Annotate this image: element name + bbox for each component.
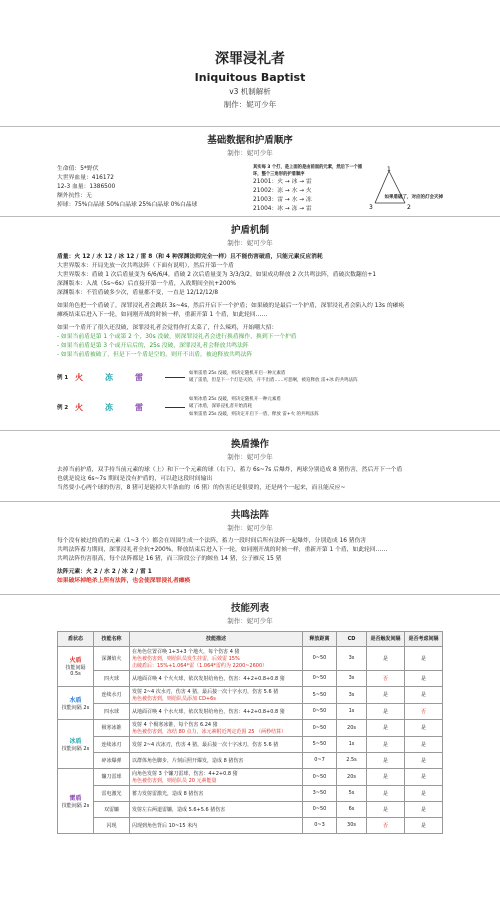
text-line: 如果一个盾开了很久还没破，深罪浸礼者会觉得你打太菜了，什么辣鸡，开始嘲大招：: [57, 325, 278, 332]
text-line: - 如果当前盾是第 1 个或第 2 个，30s 没破，则深罪浸礼者会进行换盾操作，换到下一个护盾: [57, 334, 297, 341]
section-header: [0, 126, 500, 157]
section-basic-data: [0, 126, 500, 213]
cooldown-cell: 3s: [337, 670, 367, 686]
description-line: 角色被伤害到，则给队员添加 CD+6s: [132, 695, 216, 702]
consider-interval-cell: 否: [405, 703, 443, 719]
shield-state-interval: 技能间隔 2s: [61, 802, 90, 809]
result-line: 破了雷盾，但是下一个灯是灭的，开不出盾……可恶啊，被迫释放 雷+冰 的共鸣法阵: [189, 378, 358, 384]
section-author: 制作：妮可少年: [227, 453, 273, 462]
consider-interval-cell: 是: [405, 719, 443, 736]
release-distance-cell: 0~7: [303, 752, 337, 768]
section-header: [0, 594, 500, 625]
release-distance-cell: 0~50: [303, 703, 337, 719]
text-line: 也就是说这 6s~7s 期间是没有护盾的，可以趁这段时间输出: [57, 476, 213, 483]
stats-list: [57, 165, 247, 214]
examples-block: [0, 364, 500, 424]
doc-title: 深罪浸礼者: [215, 51, 285, 67]
table-row: [58, 785, 443, 801]
skill-name-cell: 四水球: [94, 703, 130, 719]
trigger-interval-cell: 是: [367, 703, 405, 719]
example-element: 火: [75, 372, 83, 382]
example-label: 例 1: [57, 375, 69, 382]
section-author: 制作：妮可少年: [227, 149, 273, 157]
release-distance-cell: 0~50: [303, 768, 337, 785]
text-line: 去掉当前护盾，双手持当前元素的球（上）和下一个元素的球（右下），蓄力 6s~7s 后爆炸，两球分别造成 8 猪伤害，然后开下一个盾: [57, 467, 403, 474]
skill-description-cell: [130, 785, 303, 801]
consider-interval-cell: 是: [405, 686, 443, 703]
trigger-interval-cell: 否: [367, 817, 405, 833]
description-line: 角色被伤害到，冻结 80 点力，冰元素附近判定范围 25 （两秒结算）: [132, 728, 287, 735]
table-row: [58, 752, 443, 768]
shield-state-interval: 技能间隔 2s: [61, 745, 90, 752]
table-row: [58, 646, 443, 670]
release-distance-cell: 0~50: [303, 670, 337, 686]
order-note: 其实每 3 个打，是上面的是由前面的元素，然后下一个循环，整个三角形的护盾顺序: [253, 165, 363, 177]
arrow-line: [165, 377, 185, 378]
cooldown-cell: 20s: [337, 719, 367, 736]
shield-state-interval: 技能间隔 0.5s: [65, 665, 86, 678]
skill-name-cell: 深渊焰火: [94, 646, 130, 670]
description-line: 发射左右两道雷镰，造成 5.6+5.6 猪伤害: [132, 806, 226, 813]
skill-description-cell: [130, 686, 303, 703]
skill-name-cell: 四火球: [94, 670, 130, 686]
section-title: 技能列表: [230, 602, 269, 614]
description-line: 从地面召唤 4 个火火球，依次发射给角色，伤害：4+2+0.8+0.8 猪: [132, 675, 285, 682]
section-title: 基础数据和护盾顺序: [207, 135, 293, 146]
skill-description-cell: [130, 801, 303, 817]
table-row: [58, 703, 443, 719]
stat-line: 12-3 血量：1386500: [57, 183, 116, 190]
release-distance-cell: 3~50: [303, 785, 337, 801]
column-header: CD: [337, 631, 367, 646]
skill-name-cell: 连续冰刃: [94, 736, 130, 752]
section-header: [0, 216, 500, 247]
column-header: 释放距离: [303, 631, 337, 646]
table-row: [58, 817, 443, 833]
cooldown-cell: 6s: [337, 801, 367, 817]
shield-order-block: [253, 165, 443, 214]
shield-cycle-triangle: [367, 165, 439, 211]
doc-version: v3 机制解析: [229, 87, 271, 96]
skill-description-cell: [130, 752, 303, 768]
section-shield-swap: [0, 430, 500, 493]
trigger-interval-cell: 否: [367, 670, 405, 686]
trigger-interval-cell: 是: [367, 801, 405, 817]
consider-interval-cell: 是: [405, 801, 443, 817]
release-distance-cell: 0~50: [303, 801, 337, 817]
description-line: 角色被伤害到，则给队员发生挂雷，后效雷 15%: [132, 655, 240, 662]
text-line: 如果角色把一个盾破了，深罪浸礼者会跳跃 3s~4s，然后开启下一个护盾；如果破的是最后一个护盾，深罪浸礼者会陷入约 13s 的瘫痪: [57, 303, 405, 310]
description-line: 从地面召唤 4 个水火球，依次发射给角色，伤害：4+2+0.8+0.8 猪: [132, 708, 285, 715]
example-element: 雷: [135, 372, 143, 382]
result-line: 如果冰盾 25s 没破，则决定随机开一种元素盾: [189, 397, 281, 403]
consider-interval-cell: 是: [405, 752, 443, 768]
description-line: 发射 4 个极寒冰锥，每个伤害 6.24 猪: [132, 721, 218, 728]
cooldown-cell: 5s: [337, 785, 367, 801]
shield-swap-text: [0, 466, 500, 493]
section-author: 制作：妮可少年: [227, 239, 273, 248]
skill-name-cell: 极寒冰锥: [94, 719, 130, 736]
cooldown-cell: 30s: [337, 817, 367, 833]
table-header-row: [58, 631, 443, 646]
example-element: 雷: [135, 402, 143, 412]
column-header: 是否触发间隔: [367, 631, 405, 646]
shield-state-label: 水盾: [69, 696, 82, 704]
column-header: 技能描述: [130, 631, 303, 646]
text-line: 每个没有被过的盾的元素（1~3 个）都会在周围生成一个法阵，蓄力一段时间后所有法阵一起爆炸，分别造成 16 猪伤害: [57, 538, 367, 545]
column-header: 是否考虑间隔: [405, 631, 443, 646]
section-title: 共鸣法阵: [230, 510, 269, 522]
cooldown-cell: 1s: [337, 703, 367, 719]
consider-interval-cell: 是: [405, 646, 443, 670]
section-header: [0, 501, 500, 532]
table-row: [58, 801, 443, 817]
triangle-legend: 如果盾破了，对应的灯会灭掉: [384, 195, 443, 201]
skill-table-body: [58, 646, 443, 833]
order-line: 21001：火 → 冰 → 雷: [253, 179, 312, 186]
description-line: 闪现到角色背后 10~15 米内: [132, 822, 198, 829]
cooldown-cell: 3s: [337, 686, 367, 703]
result-line: 破了冰盾，深罪浸礼者开始消耗: [189, 404, 252, 410]
resonance-text: [0, 537, 500, 586]
text-line: 盾量：火 12 / 水 12 / 冰 12 / 雷 8（和 4 种深渊法师完全一样）且不能伤害破盾，只能元素反应消耗: [57, 254, 323, 261]
shield-state-cell: [58, 768, 94, 833]
description-line: 发射 2~4 次水刃，伤害 4 猪，最后接一次十字水刃，伤害 5.6 猪: [132, 688, 279, 695]
description-line: 击破盾后：15%+1.064*雷（1.064*雷约为 2200~2600）: [132, 662, 268, 669]
stat-line: 生命值：5*野伏: [57, 166, 99, 172]
skill-name-cell: 闪现: [94, 817, 130, 833]
example-element: 火: [75, 402, 83, 412]
skill-description-cell: [130, 817, 303, 833]
text-line: 大世界版本：盾破 1 次后盾量变为 6/6/6/4，盾破 2 次后盾量变为 3/3/3/2，如果成功释放 2 次共鸣法阵，盾破次数翻倍+1: [57, 272, 377, 279]
arrow-line: [165, 407, 185, 408]
text-line: - 如果当前盾是第 3 个或开启后的，25s 没破，深罪浸礼者会释放共鸣法阵: [57, 343, 249, 350]
skill-description-cell: [130, 768, 303, 785]
cooldown-cell: 2.5s: [337, 752, 367, 768]
description-line: 在角色位置召唤 1+3+3 个地火，每个伤害 4 猪: [132, 648, 240, 655]
section-author: 制作：妮可少年: [227, 524, 273, 533]
doc-subtitle: Iniquitous Baptist: [194, 71, 306, 84]
text-line: 共鸣法阵蓄力期间，深罪浸礼者全抗+200%，释放结束后进入下一轮，如同刚开战的时候一样，重新开第 1 个盾，如此轮回……: [57, 547, 388, 554]
example-label: 例 2: [57, 405, 69, 412]
shield-mechanic-text: [0, 253, 500, 360]
trigger-interval-cell: 是: [367, 768, 405, 785]
consider-interval-cell: 是: [405, 736, 443, 752]
table-row: [58, 719, 443, 736]
release-distance-cell: 0~50: [303, 646, 337, 670]
example-results: [185, 370, 358, 384]
example-results: [185, 396, 319, 418]
shield-state-label: 火盾: [69, 657, 82, 665]
example-2: [57, 390, 443, 424]
release-distance-cell: 0~3: [303, 817, 337, 833]
table-row: [58, 686, 443, 703]
order-line: 21004：冰 → 冻 → 雷: [253, 206, 312, 213]
shield-state-cell: [58, 686, 94, 719]
section-skill-list: [0, 594, 500, 834]
shield-state-cell: [58, 646, 94, 686]
section-shield-mechanic: [0, 216, 500, 424]
example-1: [57, 364, 443, 390]
section-resonance-array: [0, 501, 500, 586]
trigger-interval-cell: 是: [367, 719, 405, 736]
shield-state-cell: [58, 719, 94, 768]
cooldown-cell: 20s: [337, 768, 367, 785]
stat-line: 掉球：75%白晶球 50%白晶球 25%白晶球 0%白晶球: [57, 201, 198, 208]
trigger-interval-cell: 是: [367, 785, 405, 801]
section-title: 换盾操作: [230, 439, 269, 451]
text-line: 深渊版本：入战（5s~6s）后直接开第一个盾，入战期间全抗+200%: [57, 281, 236, 288]
text-line: - 如果当前盾被破了，但是下一个盾是空的，则开不出盾，被迫释放共鸣法阵: [57, 352, 253, 359]
release-distance-cell: 5~50: [303, 686, 337, 703]
shield-state-interval: 技能间隔 2s: [61, 704, 90, 711]
consider-interval-cell: 是: [405, 785, 443, 801]
description-line: 角色被伤害到，则给队员 20 元素能量: [132, 777, 217, 784]
skill-name-cell: 双雷镰: [94, 801, 130, 817]
triangle-node-1: 1: [387, 166, 391, 173]
section-author: 制作：妮可少年: [227, 616, 273, 625]
text-line: 深渊版本：不管盾破多少次，盾量都不变，一直是 12/12/12/8: [57, 290, 219, 297]
consider-interval-cell: 是: [405, 817, 443, 833]
text-line: 瘫痪结束后进入下一轮，如同刚开战的时候一样，重新开第 1 个盾，如此轮回……: [57, 312, 268, 319]
order-line: 21003：雷 → 水 → 冻: [253, 197, 312, 204]
skill-name-cell: 雷电激光: [94, 785, 130, 801]
column-header: 盾状态: [58, 631, 94, 646]
result-line: 如果雷盾 25s 没破，则决定随机开启一种元素盾: [189, 370, 286, 376]
example-element: 冻: [105, 402, 113, 412]
column-header: 技能名称: [94, 631, 130, 646]
consider-interval-cell: 是: [405, 670, 443, 686]
stat-line: 额外抗性：无: [57, 192, 92, 199]
table-row: [58, 768, 443, 785]
skill-name-cell: 镰刀雷球: [94, 768, 130, 785]
text-line: 大世界版本：开局先放一次共鸣法阵（下面有说明），然后开第一个盾: [57, 263, 234, 270]
table-row: [58, 670, 443, 686]
triangle-node-3: 3: [369, 204, 373, 211]
doc-author: 制作：妮可少年: [223, 100, 277, 109]
release-distance-cell: 0~50: [303, 719, 337, 736]
skill-description-cell: [130, 736, 303, 752]
trigger-interval-cell: 是: [367, 736, 405, 752]
description-line: 以群体角色脚步，片刻后照开爆发，造成 8 猪伤害: [132, 757, 244, 764]
skill-name-cell: 碎冰爆弹: [94, 752, 130, 768]
text-line: 共鸣法阵伤害很高，每个法阵都是 16 猪，而三阶段公子的鲸鱼 14 猪，公子雁反 15 猪: [57, 556, 282, 562]
text-line: 法阵元素：火 2 / 水 2 / 冰 2 / 雷 1: [57, 568, 152, 575]
text-line: 当然要小心两个球的伤害，8 猪可是能掉大半条血的（6 猪）的伤害还是很要的，还是两个一起来，而且能反应~: [57, 485, 346, 492]
basic-data-row: [0, 165, 500, 214]
cooldown-cell: 1s: [337, 736, 367, 752]
trigger-interval-cell: 是: [367, 646, 405, 670]
result-line: 如果雷盾 25s 没破，则决定开启下一盾，释放 雷+火 的共鸣法阵: [189, 411, 320, 417]
trigger-interval-cell: 是: [367, 686, 405, 703]
skill-description-cell: [130, 719, 303, 736]
table-row: [58, 736, 443, 752]
description-line: 发射 2~4 次冰刃，伤害 4 猪，最后接一次十字冰刃，伤害 5.6 猪: [132, 741, 279, 748]
example-element: 冻: [105, 372, 113, 382]
skill-table: [57, 631, 443, 834]
skill-description-cell: [130, 646, 303, 670]
shield-state-label: 冰盾: [69, 737, 82, 745]
skill-description-cell: [130, 670, 303, 686]
description-line: 蓄力发射雷激光，造成 8 猪伤害: [132, 790, 204, 797]
section-header: [0, 430, 500, 461]
triangle-node-2: 2: [407, 204, 411, 211]
description-line: 向角色发射 3 个镰刀雷球，伤害：4+2+0.8 猪: [132, 770, 238, 777]
trigger-interval-cell: 是: [367, 752, 405, 768]
skill-name-cell: 连续水刃: [94, 686, 130, 703]
order-line: 21002：冻 → 水 → 火: [253, 188, 312, 195]
shield-state-label: 雷盾: [69, 794, 82, 802]
document-header: [0, 0, 500, 110]
text-line: 如果破坏掉绝杀上所有法阵，也会使深罪浸礼者瘫痪: [57, 577, 191, 584]
cooldown-cell: 3s: [337, 646, 367, 670]
section-title: 护盾机制: [230, 225, 269, 237]
release-distance-cell: 5~50: [303, 736, 337, 752]
shield-order-list: [253, 165, 363, 214]
stat-line: 大世界血量：416172: [57, 174, 114, 181]
consider-interval-cell: 是: [405, 768, 443, 785]
skill-description-cell: [130, 703, 303, 719]
